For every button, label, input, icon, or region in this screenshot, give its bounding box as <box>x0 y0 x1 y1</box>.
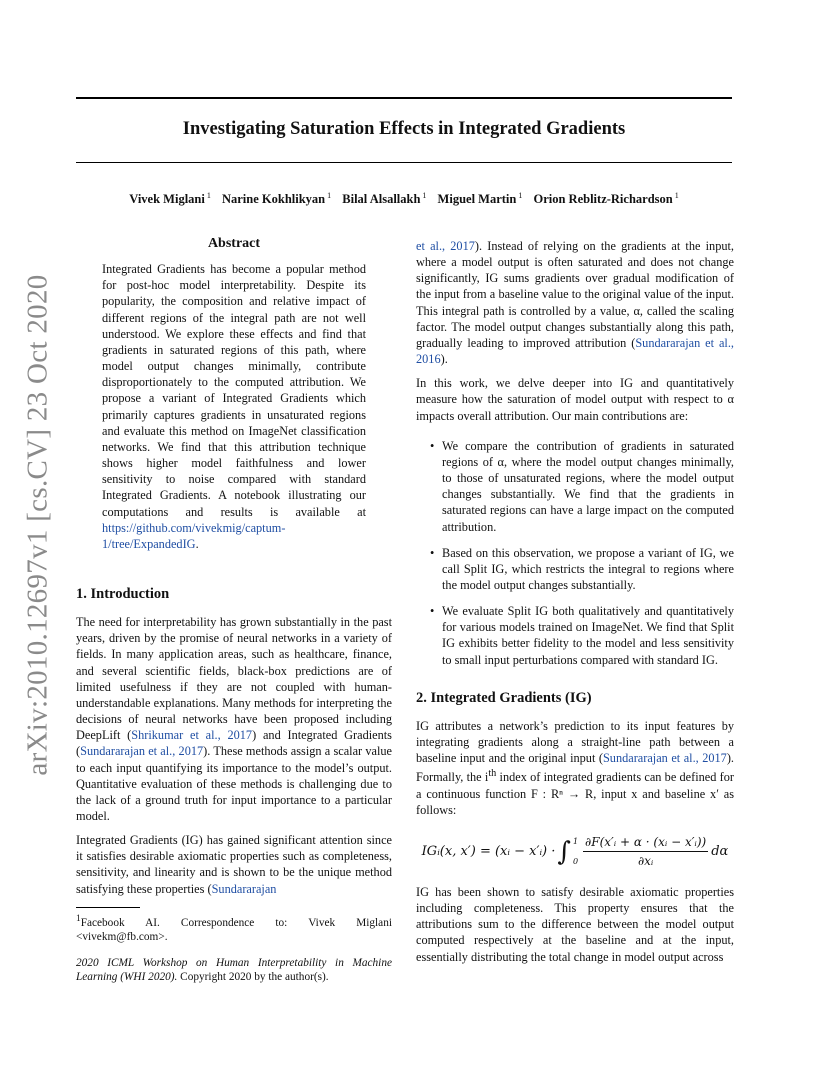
title-rule-top <box>76 97 732 99</box>
author-list <box>76 191 732 207</box>
contributions-list <box>416 438 734 668</box>
intro-paragraph: et al., 2017). Instead of relying on the gradients at the input, where a model output is often saturated and does not change significantly, IG sums gradients over gradual modification of the input from a baseline value to the original value of the input. This integral path is controlled by a value, α, called the scaling factor. The model output changes substantially along this path, gradually leading to improved attribution (Sundararajan et al., 2016). <box>416 239 734 367</box>
ig-equation: IGᵢ(x, x′) = (xᵢ − x′ᵢ) · ∫ 1 0 $\frac{\text{∂F(x′ᵢ + α · (xᵢ − x′ᵢ))}}{\text{∂xᵢ}}$ dα <box>421 835 729 869</box>
right-column <box>416 238 734 965</box>
list-item: • We compare the contribution of gradients in saturated regions of α, where the model output changes minimally, to those of unsaturated regions, where the model output changes substantially. We find that the gradients in saturated regions can have a large impact on the computed attribution. <box>416 438 734 535</box>
citation-link[interactable]: Sundararajan et al., 2017 <box>80 744 204 759</box>
ig-paragraph: IG has been shown to satisfy desirable axiomatic properties including completeness. This property ensures that the attributions sum to the difference between the model output computed respectively at the baseline and at the input, essentially distributing the total change in model output across <box>416 884 734 964</box>
citation-link[interactable]: et al., 2017 <box>416 239 475 253</box>
paper-title: Investigating Saturation Effects in Integrated Gradients <box>182 119 626 139</box>
workshop-note: 2020 ICML Workshop on Human Interpretability in Machine Learning (WHI 2020). Copyright 2020 by the author(s). <box>76 956 392 983</box>
intro-paragraph: In this work, we delve deeper into IG and quantitatively measure how the saturation of model output with respect to α impacts overall attribution. Our main contributions are: <box>416 376 734 423</box>
section-introduction-heading: 1. Introduction <box>76 585 170 602</box>
author: Miguel Martin $^1$ <box>437 191 523 207</box>
author: Bilal Alsallakh $^1$ <box>342 191 427 207</box>
section-ig-heading: 2. Integrated Gradients (IG) <box>416 689 592 706</box>
author: Narine Kokhlikyan $^1$ <box>221 191 332 207</box>
author: Vivek Miglani $^1$ <box>129 191 211 207</box>
citation-link[interactable]: Sundararajan <box>211 881 277 896</box>
citation-link[interactable]: Sundararajan et al., 2017 <box>602 751 727 766</box>
arxiv-stamp <box>18 274 58 776</box>
abstract-text: Integrated Gradients has become a popular method for post-hoc model interpretability. Despite its popularity, the composition and relative impact of different regions of the integral path are not well understood. We explore these effects and find that gradients in saturated regions of this path, where model output changes minimally, contribute disproportionately to the computed attribution. We propose a variant of Integrated Gradients which primarily captures gradients in unsaturated regions and evaluate this method on ImageNet classification networks. We find that this attribution technique shows higher model faithfulness and lower sensitivity to noise compared with standard Integrated Gradients. A notebook illustrating our computations and results is available at https://github.com/vivekmig/captum-1/tree/ExpandedIG. <box>102 262 366 551</box>
citation-link[interactable]: Shrikumar et al., 2017 <box>131 728 253 743</box>
title-rule-bottom <box>76 162 732 163</box>
abstract-heading: Abstract <box>207 236 261 251</box>
list-item: • Based on this observation, we propose a variant of IG, we call Split IG, which restricts the integral to regions where the model output changes substantially. <box>416 545 734 593</box>
footnote-rule <box>76 907 140 908</box>
citation-link[interactable]: Sundararajan et al., 2016 <box>416 335 734 367</box>
left-column <box>76 236 392 984</box>
ig-paragraph: IG attributes a network’s prediction to its input features by integrating gradients along a straight-line path between a baseline input and the original input (Sundararajan et al., 2017). Formally, the $i^{th}$ index of integrated gradients can be defined for a continuous function F : Rⁿ → R, input x and baseline x′ as follows: <box>416 718 734 817</box>
author: Orion Reblitz-Richardson $^1$ <box>533 191 679 207</box>
intro-paragraph: Integrated Gradients (IG) has gained significant attention since it satisfies desirable axiomatic properties such as completeness, sensitivity, and linearity and is shown to be the unique method satisfying these properties (Sundararajan <box>76 833 392 896</box>
list-item: • We evaluate Split IG both qualitatively and quantitatively for various models trained on ImageNet. We find that Split IG exhibits better fidelity to the model and less sensitivity to small input perturbations compared with standard IG. <box>416 603 734 668</box>
footnote: $^1$Facebook AI. Correspondence to: Vivek Miglani <vivekm@fb.com>. <box>76 913 392 943</box>
intro-paragraph: The need for interpretability has grown substantially in the past years, driven by the promise of neural networks in a variety of fields. In many application areas, such as healthcare, finance, and several scientific fields, black-box predictions are of limited usefulness if they are not coupled with human-understandable explanations. Many methods for interpreting the decisions of neural networks have been proposed including DeepLift (Shrikumar et al., 2017) and Integrated Gradients (Sundararajan et al., 2017). These methods assign a scalar value to each input quantifying its importance to the model’s output. Quantitative evaluation of these methods is challenging due to the lack of a ground truth for input importance to a particular model. <box>76 615 392 823</box>
arxiv-id: arXiv:2010.12697v1 [cs.CV] 23 Oct 2020 <box>21 274 54 776</box>
integral-sign: ∫ <box>557 836 571 867</box>
notebook-link[interactable]: https://github.com/vivekmig/captum-1/tree/ExpandedIG <box>102 520 286 551</box>
